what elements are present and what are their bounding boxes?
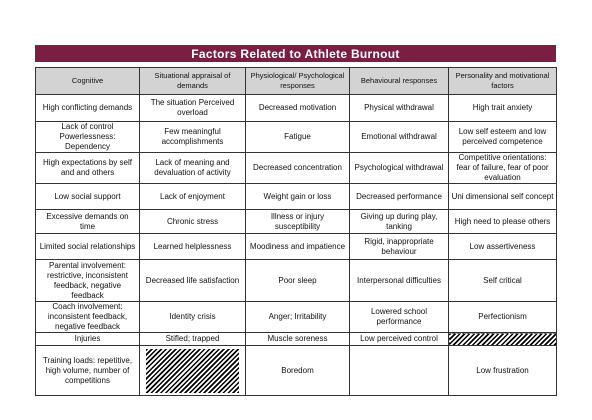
empty-cell xyxy=(350,346,449,396)
table-cell: High expectations by self and and others xyxy=(36,153,140,184)
table-cell: Low self esteem and low perceived competence xyxy=(449,122,557,153)
table-row xyxy=(36,184,557,210)
hatched-cell xyxy=(146,349,239,393)
table-cell: Poor sleep xyxy=(246,260,350,302)
table-cell: Low frustration xyxy=(449,346,557,396)
table-row xyxy=(36,153,557,184)
table-cell: Lack of enjoyment xyxy=(140,184,246,210)
table-title: Factors Related to Athlete Burnout xyxy=(35,45,556,62)
table-cell: Perfectionism xyxy=(449,302,557,333)
table-cell: Identity crisis xyxy=(140,302,246,333)
table-cell: Interpersonal difficulties xyxy=(350,260,449,302)
table-cell: Uni dimensional self concept xyxy=(449,184,557,210)
header-cognitive: Cognitive xyxy=(36,68,140,95)
table-cell: Training loads: repetitive, high volume, number of competitions xyxy=(36,346,140,396)
table-cell: Decreased performance xyxy=(350,184,449,210)
table-cell: Limited social relationships xyxy=(36,234,140,260)
table-cell: Parental involvement: restrictive, inconsistent feedback, negative feedback xyxy=(36,260,140,302)
table-cell: High trait anxiety xyxy=(449,95,557,122)
table-row xyxy=(36,260,557,302)
table-cell: Excessive demands on time xyxy=(36,210,140,234)
table-cell: Competitive orientations: fear of failure, fear of poor evaluation xyxy=(449,153,557,184)
table-cell: Psychological withdrawal xyxy=(350,153,449,184)
table-cell: Emotional withdrawal xyxy=(350,122,449,153)
table-cell: Coach involvement: inconsistent feedback, negative feedback xyxy=(36,302,140,333)
table-cell: Lack of meaning and devaluation of activity xyxy=(140,153,246,184)
table-row xyxy=(36,95,557,122)
table-cell: Weight gain or loss xyxy=(246,184,350,210)
table-row xyxy=(36,234,557,260)
table-cell: Decreased motivation xyxy=(246,95,350,122)
table-cell: Lowered school performance xyxy=(350,302,449,333)
burnout-factors-table xyxy=(35,67,557,396)
hatched-cell-container xyxy=(140,346,246,396)
table-cell: Few meaningful accomplishments xyxy=(140,122,246,153)
table-cell: Decreased life satisfaction xyxy=(140,260,246,302)
header-row xyxy=(36,68,557,95)
hatched-cell xyxy=(449,333,557,346)
table-cell: High conflicting demands xyxy=(36,95,140,122)
table-cell: Injuries xyxy=(36,333,140,346)
table-cell: Low social support xyxy=(36,184,140,210)
table-cell: Lack of control Powerlessness: Dependency xyxy=(36,122,140,153)
table-cell: Stifled; trapped xyxy=(140,333,246,346)
table-cell: The situation Perceived overload xyxy=(140,95,246,122)
table-row xyxy=(36,210,557,234)
table-row xyxy=(36,346,557,396)
table-cell: Self critical xyxy=(449,260,557,302)
table-cell: Decreased concentration xyxy=(246,153,350,184)
table-cell: Learned helplessness xyxy=(140,234,246,260)
table-cell: Chronic stress xyxy=(140,210,246,234)
table-row xyxy=(36,302,557,333)
table-cell: Fatigue xyxy=(246,122,350,153)
header-behavioural: Behavioural responses xyxy=(350,68,449,95)
table-cell: Boredom xyxy=(246,346,350,396)
header-personality-motivational: Personality and motivational factors xyxy=(449,68,557,95)
table-row xyxy=(36,122,557,153)
header-situational-appraisal: Situational appraisal of demands xyxy=(140,68,246,95)
table-cell: Muscle soreness xyxy=(246,333,350,346)
table-row xyxy=(36,333,557,346)
table-cell: Illness or injury susceptibility xyxy=(246,210,350,234)
table-cell: Low perceived control xyxy=(350,333,449,346)
table-cell: Anger; Irritability xyxy=(246,302,350,333)
table-cell: Rigid, inappropriate behaviour xyxy=(350,234,449,260)
table-cell: Giving up during play, tanking xyxy=(350,210,449,234)
header-physiological-psychological: Physiological/ Psychological responses xyxy=(246,68,350,95)
table-cell: Low assertiveness xyxy=(449,234,557,260)
table-cell: Physical withdrawal xyxy=(350,95,449,122)
table-cell: High need to please others xyxy=(449,210,557,234)
table-cell: Moodiness and impatience xyxy=(246,234,350,260)
